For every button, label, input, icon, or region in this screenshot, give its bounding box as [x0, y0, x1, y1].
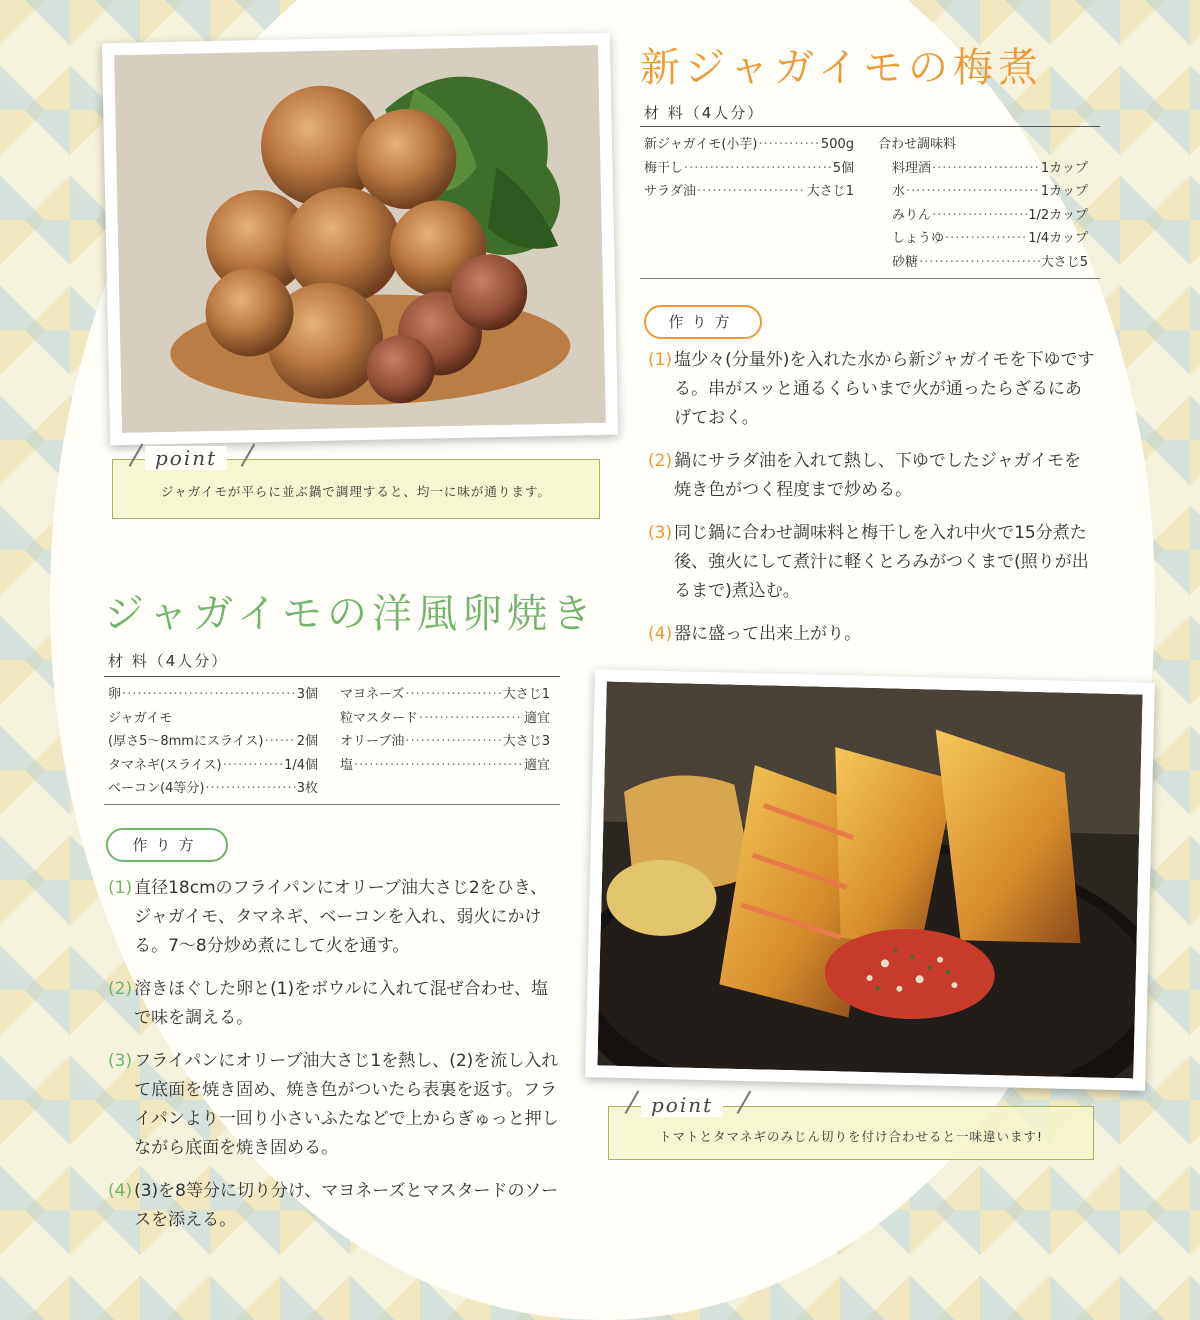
slash-decoration [737, 1089, 751, 1115]
recipe2-ingredients-right [340, 683, 550, 777]
slash-decoration [625, 1089, 639, 1115]
ingredient-row: 新ジャガイモ(小芋) ····· 500g [644, 133, 854, 157]
step-item: (4) (3)を8等分に切り分け、マヨネーズとマスタードのソースを添える。 [108, 1181, 559, 1230]
ingredient-row: みりん ····· 1/2カップ [878, 204, 1088, 228]
ingredient-row: (厚さ5〜8mmにスライス) ····· 2個 [108, 730, 318, 754]
slash-decoration [241, 442, 255, 468]
point-label: point [641, 1093, 723, 1117]
recipe1-steps [648, 346, 1098, 663]
recipe2-bottom-rule [104, 804, 560, 805]
recipe1-materials-label: 材 料（4人分） [644, 104, 765, 122]
step-item: (4) 器に盛って出来上がり。 [648, 624, 862, 644]
ingredient-row: 粒マスタード ····· 適宜 [340, 707, 550, 731]
seasoning-header: 合わせ調味料 [878, 137, 957, 152]
ingredient-row: 梅干し ····· 5個 [644, 157, 854, 181]
potato-ume-photo [102, 33, 618, 446]
recipe2-point-box [608, 1093, 1094, 1160]
ingredient-row: 水 ····· 1カップ [878, 180, 1088, 204]
omelette-image [597, 682, 1142, 1079]
omelette-photo [585, 669, 1155, 1091]
recipe2-ingredients-left [108, 683, 318, 801]
slash-decoration [129, 442, 143, 468]
recipe2-top-rule [104, 676, 560, 677]
ingredient-row: タマネギ(スライス) ····· 1/4個 [108, 754, 318, 778]
recipe1-top-rule [640, 126, 1100, 127]
step-item: (2) 溶きほぐした卵と(1)をボウルに入れて混ぜ合わせ、塩で味を調える。 [108, 979, 549, 1028]
step-item: (1) 塩少々(分量外)を入れた水から新ジャガイモを下ゆでする。串がスッと通るくらいまで火が通ったらざるにあげておく。 [648, 350, 1095, 428]
recipe2-method-badge: 作り方 [106, 828, 228, 862]
recipe2-materials-label: 材 料（4人分） [108, 652, 229, 670]
recipe1-ingredients-right [878, 133, 1088, 274]
point-label: point [145, 446, 227, 470]
recipe1-title: 新ジャガイモの梅煮 [640, 45, 1043, 91]
ingredient-row: ベーコン(4等分) ····· 3枚 [108, 777, 318, 801]
step-item: (3) フライパンにオリーブ油大さじ1を熱し、(2)を流し入れて底面を焼き固め、焼き色がついたら表裏を返す。フライパンより一回り小さいふたなどで上からぎゅっと押しながら底面を焼き固める。 [108, 1051, 559, 1158]
recipe2-point-text: トマトとタマネギのみじん切りを付け合わせると一味違います! [658, 1129, 1043, 1144]
recipe1-point-box [112, 446, 600, 519]
step-item: (3) 同じ鍋に合わせ調味料と梅干しを入れ中火で15分煮た後、強火にして煮汁に軽くとろみがつくまで(照りが出るまで)煮込む。 [648, 523, 1089, 601]
ingredient-row: 料理酒 ····· 1カップ [878, 157, 1088, 181]
recipe1-ingredients-left [644, 133, 854, 204]
step-item: (1) 直径18cmのフライパンにオリーブ油大さじ2をひき、ジャガイモ、タマネギ、ベーコンを入れ、弱火にかける。7〜8分炒め煮にして火を通す。 [108, 878, 548, 956]
ingredient-row: オリーブ油 ····· 大さじ3 [340, 730, 550, 754]
ingredient-row: 塩 ····· 適宜 [340, 754, 550, 778]
step-item: (2) 鍋にサラダ油を入れて熱し、下ゆでしたジャガイモを焼き色がつく程度まで炒める。 [648, 451, 1082, 500]
recipe2-steps [108, 874, 560, 1249]
recipe1-point-text: ジャガイモが平らに並ぶ鍋で調理すると、均一に味が通ります。 [161, 484, 551, 499]
ingredient-row: 卵 ····· 3個 [108, 683, 318, 707]
ingredient-row: しょうゆ ····· 1/4カップ [878, 227, 1088, 251]
ingredient-row: サラダ油 ····· 大さじ1 [644, 180, 854, 204]
recipe1-bottom-rule [640, 278, 1100, 279]
ingredient-row: 砂糖 ····· 大さじ5 [878, 251, 1088, 275]
ingredient-row: マヨネーズ ····· 大さじ1 [340, 683, 550, 707]
ingredient-row: ジャガイモ [108, 710, 173, 726]
recipe1-method-badge: 作り方 [644, 305, 762, 339]
potato-ume-image [114, 45, 606, 433]
recipe2-title: ジャガイモの洋風卵焼き [104, 591, 597, 637]
